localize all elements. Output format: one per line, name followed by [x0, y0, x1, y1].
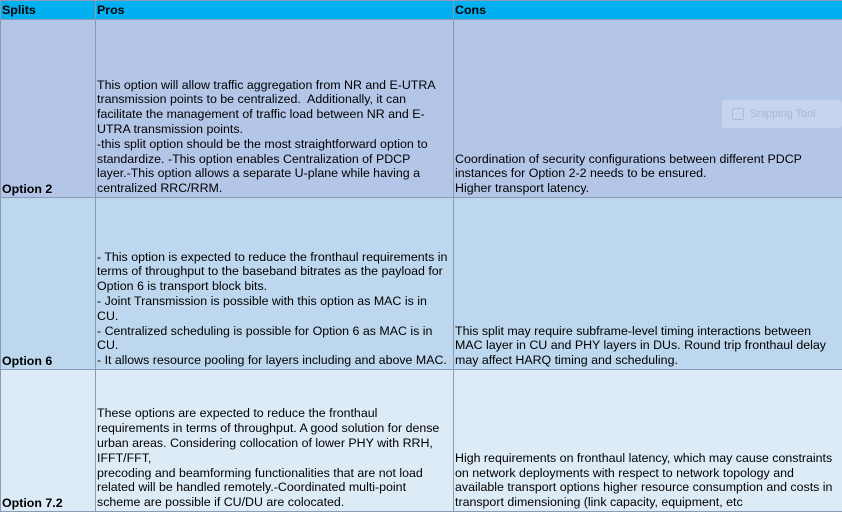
split-name: Option 7.2 [1, 370, 96, 512]
snipping-tool-overlay[interactable] [722, 100, 842, 128]
cons-cell: High requirements on fronthaul latency, which may cause constraints on network deployments with respect to network topology and available transport options higher resource consumption and costs in transport dimensioning (link capacity, equipment, etc [454, 370, 842, 512]
split-name: Option 6 [1, 198, 96, 370]
pros-cell: This option will allow traffic aggregation from NR and E-UTRA transmission points to be centralized. Additionally, it can facilitate the management of traffic load between NR and E- UTRA transmission points. -this split option should be the most straightforward option to standardize. -This option enables Centralization of PDCP layer.-This option allows a separate U-plane while having a centralized RRC/RRM. [96, 20, 454, 198]
split-name: Option 2 [1, 20, 96, 198]
cons-cell: Coordination of security configurations between different PDCP instances for Option 2-2 needs to be ensured. Higher transport latency. [454, 20, 842, 198]
snipping-tool-label: Snipping Tool [750, 108, 816, 120]
table-row [1, 198, 842, 370]
pros-cell: These options are expected to reduce the fronthaul requirements in terms of throughput. A good solution for dense urban areas. Considering collocation of lower PHY with RRH, IFFT/FFT, precoding and beamforming functionalities that are not load related will be handled remotely.-Coordinated multi-point scheme are possible if CU/DU are colocated. [96, 370, 454, 512]
scissors-icon [732, 108, 744, 120]
pros-cell: - This option is expected to reduce the fronthaul requirements in terms of throughput to the baseband bitrates as the payload for Option 6 is transport block bits. - Joint Transmission is possible with this option as MAC is in CU. - Centralized scheduling is possible for Option 6 as MAC is in CU. - It allows resource pooling for layers including and above MAC. [96, 198, 454, 370]
table-row [1, 370, 842, 512]
table-row [1, 20, 842, 198]
header-pros: Pros [96, 1, 454, 20]
header-cons: Cons [454, 1, 842, 20]
cons-cell: This split may require subframe-level timing interactions between MAC layer in CU and PHY layers in DUs. Round trip fronthaul delay may affect HARQ timing and scheduling. [454, 198, 842, 370]
header-splits: Splits [1, 1, 96, 20]
header-row [1, 1, 842, 20]
